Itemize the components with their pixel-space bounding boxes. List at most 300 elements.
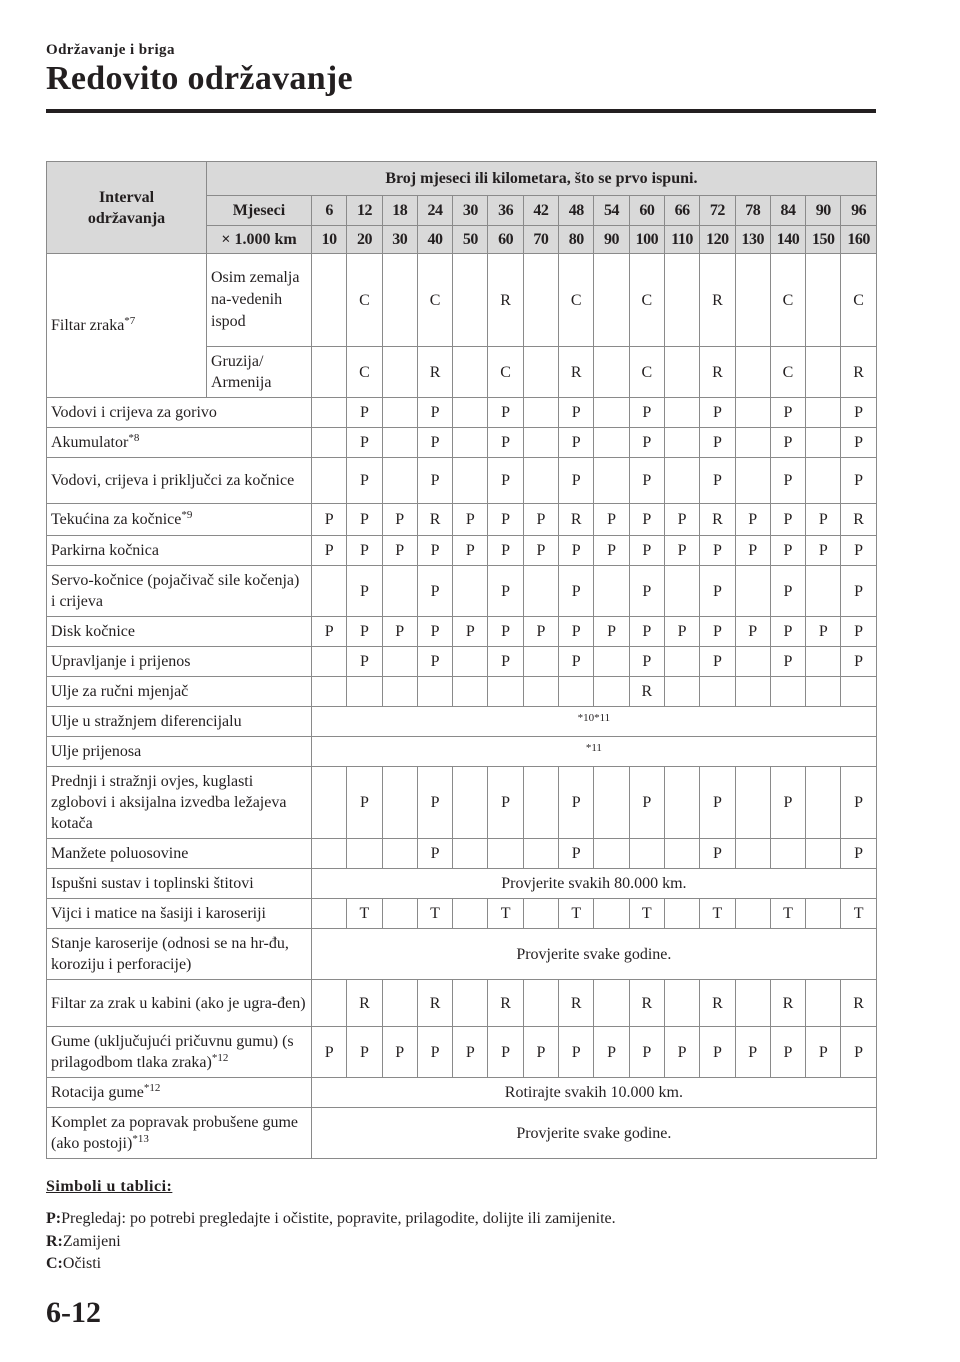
table-cell: P bbox=[347, 428, 382, 458]
table-cell: C bbox=[629, 254, 664, 347]
row-label bbox=[47, 980, 312, 1027]
table-cell bbox=[523, 980, 558, 1027]
table-cell: P bbox=[629, 647, 664, 677]
row-label bbox=[47, 839, 312, 869]
table-cell bbox=[664, 458, 699, 504]
row-label bbox=[47, 1078, 312, 1108]
table-cell: R bbox=[417, 504, 452, 536]
footnote-ref: *12 bbox=[143, 1082, 161, 1094]
table-row bbox=[47, 617, 877, 647]
months-cell: 36 bbox=[488, 196, 523, 226]
row-label bbox=[47, 536, 312, 566]
table-cell: P bbox=[594, 504, 629, 536]
table-cell bbox=[664, 566, 699, 617]
table-cell bbox=[806, 647, 841, 677]
table-cell: P bbox=[417, 458, 452, 504]
table-cell: P bbox=[559, 617, 594, 647]
table-cell: R bbox=[559, 347, 594, 398]
table-cell: P bbox=[629, 767, 664, 839]
table-cell: P bbox=[735, 617, 770, 647]
table-cell: P bbox=[770, 647, 805, 677]
table-cell: P bbox=[417, 617, 452, 647]
table-cell: R bbox=[488, 980, 523, 1027]
table-row bbox=[47, 677, 877, 707]
table-cell bbox=[806, 980, 841, 1027]
table-cell bbox=[347, 839, 382, 869]
table-cell: P bbox=[488, 398, 523, 428]
span-note-text: Provjerite svake godine. bbox=[516, 1124, 672, 1142]
row-label bbox=[47, 254, 207, 398]
row-sublabel: Osim zemalja na-vedenih ispod bbox=[207, 254, 312, 347]
km-cell: 30 bbox=[382, 226, 417, 254]
table-cell bbox=[594, 980, 629, 1027]
km-cell: 20 bbox=[347, 226, 382, 254]
table-cell: T bbox=[488, 899, 523, 929]
table-cell: P bbox=[417, 536, 452, 566]
table-cell: P bbox=[594, 617, 629, 647]
table-cell: P bbox=[523, 1027, 558, 1078]
table-cell bbox=[806, 899, 841, 929]
table-cell bbox=[312, 398, 347, 428]
km-cell: 50 bbox=[453, 226, 488, 254]
table-cell bbox=[453, 839, 488, 869]
table-cell: C bbox=[417, 254, 452, 347]
table-row bbox=[47, 398, 877, 428]
table-cell: R bbox=[770, 980, 805, 1027]
months-label: Mjeseci bbox=[207, 196, 312, 226]
table-cell: P bbox=[312, 1027, 347, 1078]
table-cell: P bbox=[312, 504, 347, 536]
table-cell bbox=[594, 254, 629, 347]
km-label: × 1.000 km bbox=[207, 226, 312, 254]
table-cell bbox=[664, 839, 699, 869]
table-cell: P bbox=[488, 428, 523, 458]
table-cell: P bbox=[700, 428, 735, 458]
table-row bbox=[47, 428, 877, 458]
table-cell: P bbox=[700, 647, 735, 677]
table-cell: P bbox=[453, 536, 488, 566]
table-cell: P bbox=[841, 1027, 876, 1078]
row-label-text: Tekućina za kočnice bbox=[51, 511, 182, 528]
row-label bbox=[47, 647, 312, 677]
table-cell bbox=[806, 254, 841, 347]
table-cell: P bbox=[770, 458, 805, 504]
table-cell: P bbox=[770, 398, 805, 428]
km-cell: 40 bbox=[417, 226, 452, 254]
table-cell: C bbox=[841, 254, 876, 347]
table-cell bbox=[664, 254, 699, 347]
table-cell: P bbox=[594, 536, 629, 566]
table-cell bbox=[382, 398, 417, 428]
table-cell: P bbox=[841, 536, 876, 566]
table-cell: P bbox=[629, 617, 664, 647]
table-cell: P bbox=[770, 1027, 805, 1078]
table-cell bbox=[806, 767, 841, 839]
table-cell: P bbox=[347, 617, 382, 647]
table-cell: P bbox=[559, 647, 594, 677]
table-cell bbox=[664, 677, 699, 707]
table-cell bbox=[382, 428, 417, 458]
table-cell: P bbox=[417, 839, 452, 869]
table-cell bbox=[629, 839, 664, 869]
km-cell: 60 bbox=[488, 226, 523, 254]
table-cell bbox=[735, 254, 770, 347]
table-cell: P bbox=[347, 536, 382, 566]
header-row-span bbox=[47, 162, 877, 196]
table-cell: P bbox=[488, 536, 523, 566]
row-label-text: Vijci i matice na šasiji i karoseriji bbox=[51, 905, 266, 922]
table-cell bbox=[488, 839, 523, 869]
span-note bbox=[312, 869, 877, 899]
row-label bbox=[47, 929, 312, 980]
table-cell bbox=[453, 254, 488, 347]
table-cell bbox=[594, 458, 629, 504]
months-cell: 72 bbox=[700, 196, 735, 226]
months-cell: 24 bbox=[417, 196, 452, 226]
table-cell bbox=[735, 347, 770, 398]
table-cell: P bbox=[664, 1027, 699, 1078]
table-cell: T bbox=[559, 899, 594, 929]
table-cell: P bbox=[664, 617, 699, 647]
table-cell bbox=[806, 428, 841, 458]
table-cell: C bbox=[488, 347, 523, 398]
table-cell: P bbox=[841, 647, 876, 677]
table-cell: P bbox=[523, 536, 558, 566]
table-cell bbox=[594, 839, 629, 869]
row-label-text: Ulje u stražnjem diferencijalu bbox=[51, 713, 242, 730]
table-cell: T bbox=[770, 899, 805, 929]
km-cell: 10 bbox=[312, 226, 347, 254]
table-cell: P bbox=[417, 428, 452, 458]
legend-key: R: bbox=[46, 1233, 63, 1250]
row-label-text: Parkirna kočnica bbox=[51, 542, 159, 559]
table-cell: T bbox=[841, 899, 876, 929]
table-cell bbox=[806, 677, 841, 707]
table-cell: P bbox=[629, 428, 664, 458]
table-cell bbox=[735, 839, 770, 869]
table-cell bbox=[453, 398, 488, 428]
footnote-ref: *8 bbox=[128, 432, 140, 444]
table-cell: P bbox=[770, 504, 805, 536]
row-label-text: Filtar za zrak u kabini (ako je ugra-đen) bbox=[51, 994, 306, 1012]
table-cell bbox=[523, 839, 558, 869]
table-cell: P bbox=[488, 767, 523, 839]
table-cell bbox=[841, 677, 876, 707]
table-cell bbox=[347, 677, 382, 707]
table-cell bbox=[735, 899, 770, 929]
table-cell bbox=[594, 677, 629, 707]
table-cell: P bbox=[417, 566, 452, 617]
table-cell: P bbox=[629, 536, 664, 566]
table-cell: P bbox=[735, 504, 770, 536]
table-cell bbox=[806, 398, 841, 428]
footnote-ref: *9 bbox=[181, 509, 193, 521]
table-cell bbox=[382, 647, 417, 677]
footnote-ref: *13 bbox=[132, 1133, 149, 1145]
table-cell: P bbox=[841, 839, 876, 869]
months-cell: 78 bbox=[735, 196, 770, 226]
table-cell bbox=[735, 398, 770, 428]
months-cell: 66 bbox=[664, 196, 699, 226]
table-cell: P bbox=[770, 536, 805, 566]
table-cell: P bbox=[664, 536, 699, 566]
table-cell bbox=[312, 647, 347, 677]
table-cell: P bbox=[806, 1027, 841, 1078]
table-cell bbox=[382, 458, 417, 504]
months-cell: 12 bbox=[347, 196, 382, 226]
table-cell: P bbox=[770, 617, 805, 647]
table-row bbox=[47, 980, 877, 1027]
table-cell: P bbox=[488, 566, 523, 617]
table-cell: R bbox=[700, 347, 735, 398]
km-cell: 140 bbox=[770, 226, 805, 254]
table-cell: P bbox=[700, 536, 735, 566]
table-cell: P bbox=[735, 536, 770, 566]
table-cell: P bbox=[559, 398, 594, 428]
table-cell: P bbox=[841, 428, 876, 458]
km-cell: 150 bbox=[806, 226, 841, 254]
row-label-text: Manžete poluosovine bbox=[51, 845, 189, 862]
table-cell: C bbox=[629, 347, 664, 398]
row-label-text: Ispušni sustav i toplinski štitovi bbox=[51, 875, 254, 892]
table-cell bbox=[312, 566, 347, 617]
table-cell: P bbox=[488, 504, 523, 536]
table-row bbox=[47, 839, 877, 869]
table-cell: P bbox=[841, 617, 876, 647]
table-cell bbox=[382, 899, 417, 929]
legend-key: C: bbox=[46, 1255, 63, 1272]
row-label bbox=[47, 617, 312, 647]
table-cell: P bbox=[700, 617, 735, 647]
table-cell bbox=[594, 899, 629, 929]
table-cell bbox=[770, 677, 805, 707]
table-row bbox=[47, 566, 877, 617]
table-cell: P bbox=[735, 1027, 770, 1078]
row-label bbox=[47, 428, 312, 458]
table-cell bbox=[735, 458, 770, 504]
months-cell: 6 bbox=[312, 196, 347, 226]
table-cell: P bbox=[629, 504, 664, 536]
table-cell bbox=[523, 566, 558, 617]
table-cell: P bbox=[841, 458, 876, 504]
table-cell: P bbox=[841, 767, 876, 839]
legend-text: Zamijeni bbox=[62, 1233, 121, 1250]
table-row bbox=[47, 899, 877, 929]
table-cell bbox=[312, 767, 347, 839]
row-label-text: Filtar zraka bbox=[51, 317, 125, 334]
table-cell: P bbox=[382, 617, 417, 647]
table-row bbox=[47, 1078, 877, 1108]
table-row bbox=[47, 536, 877, 566]
table-cell: P bbox=[559, 428, 594, 458]
row-label bbox=[47, 677, 312, 707]
table-cell: P bbox=[417, 767, 452, 839]
table-cell: P bbox=[559, 458, 594, 504]
table-cell bbox=[453, 677, 488, 707]
table-cell: P bbox=[347, 458, 382, 504]
table-cell bbox=[664, 647, 699, 677]
table-cell: P bbox=[806, 536, 841, 566]
table-cell: P bbox=[770, 767, 805, 839]
row-label bbox=[47, 767, 312, 839]
row-label bbox=[47, 899, 312, 929]
table-cell: C bbox=[347, 254, 382, 347]
table-cell: R bbox=[841, 980, 876, 1027]
table-cell: P bbox=[664, 504, 699, 536]
table-cell: C bbox=[770, 347, 805, 398]
footnote-ref bbox=[312, 707, 877, 737]
table-cell: P bbox=[700, 767, 735, 839]
table-row bbox=[47, 647, 877, 677]
table-cell bbox=[594, 428, 629, 458]
table-cell bbox=[523, 899, 558, 929]
table-row bbox=[47, 504, 877, 536]
table-cell bbox=[312, 839, 347, 869]
table-cell bbox=[735, 767, 770, 839]
table-cell: P bbox=[488, 1027, 523, 1078]
table-cell bbox=[735, 677, 770, 707]
table-cell: R bbox=[841, 504, 876, 536]
row-label bbox=[47, 504, 312, 536]
table-cell: R bbox=[629, 677, 664, 707]
km-cell: 90 bbox=[594, 226, 629, 254]
span-note bbox=[312, 1108, 877, 1159]
table-cell: P bbox=[347, 566, 382, 617]
km-cell: 70 bbox=[523, 226, 558, 254]
table-cell: T bbox=[347, 899, 382, 929]
table-cell bbox=[382, 767, 417, 839]
table-row bbox=[47, 929, 877, 980]
km-cell: 110 bbox=[664, 226, 699, 254]
corner-label: Interval održavanja bbox=[47, 162, 207, 254]
table-cell: P bbox=[453, 617, 488, 647]
row-sublabel: Gruzija/ Armenija bbox=[207, 347, 312, 398]
table-cell bbox=[523, 398, 558, 428]
table-cell bbox=[664, 767, 699, 839]
table-cell: P bbox=[806, 617, 841, 647]
table-cell: P bbox=[312, 536, 347, 566]
table-cell bbox=[453, 566, 488, 617]
row-label-text: Ulje za ručni mjenjač bbox=[51, 683, 189, 700]
table-cell: P bbox=[559, 1027, 594, 1078]
table-row bbox=[47, 737, 877, 767]
row-label-text: Akumulator bbox=[51, 434, 129, 451]
table-cell: R bbox=[629, 980, 664, 1027]
table-cell: P bbox=[629, 458, 664, 504]
table-cell: T bbox=[417, 899, 452, 929]
table-cell: R bbox=[700, 504, 735, 536]
span-note-text: *10*11 bbox=[577, 712, 611, 724]
table-cell: P bbox=[559, 767, 594, 839]
table-cell: P bbox=[629, 566, 664, 617]
table-cell: R bbox=[841, 347, 876, 398]
table-cell bbox=[735, 566, 770, 617]
months-cell: 96 bbox=[841, 196, 876, 226]
table-cell: P bbox=[841, 566, 876, 617]
km-cell: 100 bbox=[629, 226, 664, 254]
row-label bbox=[47, 458, 312, 504]
km-cell: 120 bbox=[700, 226, 735, 254]
table-cell: C bbox=[347, 347, 382, 398]
table-cell bbox=[453, 647, 488, 677]
table-cell bbox=[806, 566, 841, 617]
table-cell: P bbox=[559, 536, 594, 566]
row-label-text: Stanje karoserije (odnosi se na hr-đu, koroziju i perforacije) bbox=[51, 935, 289, 973]
page-title: Redovito održavanje bbox=[46, 60, 353, 97]
table-cell bbox=[664, 347, 699, 398]
table-cell: R bbox=[700, 254, 735, 347]
km-cell: 80 bbox=[559, 226, 594, 254]
months-cell: 42 bbox=[523, 196, 558, 226]
table-cell: R bbox=[559, 504, 594, 536]
table-row bbox=[47, 254, 877, 347]
table-cell bbox=[312, 458, 347, 504]
table-cell bbox=[559, 677, 594, 707]
table-cell: C bbox=[559, 254, 594, 347]
table-cell: P bbox=[453, 504, 488, 536]
table-cell bbox=[453, 767, 488, 839]
table-cell: P bbox=[382, 536, 417, 566]
table-cell bbox=[453, 458, 488, 504]
row-label bbox=[47, 707, 312, 737]
table-cell: T bbox=[629, 899, 664, 929]
table-cell bbox=[594, 767, 629, 839]
table-cell bbox=[312, 899, 347, 929]
maintenance-schedule-table bbox=[46, 161, 877, 1159]
table-cell: P bbox=[523, 617, 558, 647]
row-label bbox=[47, 869, 312, 899]
table-cell: P bbox=[841, 398, 876, 428]
table-cell bbox=[806, 458, 841, 504]
table-cell bbox=[806, 347, 841, 398]
months-cell: 60 bbox=[629, 196, 664, 226]
table-cell bbox=[312, 347, 347, 398]
km-cell: 160 bbox=[841, 226, 876, 254]
row-label-text: Vodovi, crijeva i priključci za kočnice bbox=[51, 472, 295, 489]
table-cell: P bbox=[347, 1027, 382, 1078]
table-cell: P bbox=[770, 428, 805, 458]
legend-item bbox=[46, 1255, 101, 1273]
table-cell: P bbox=[488, 617, 523, 647]
row-label-text: Gume (uključujući pričuvnu gumu) (s prilagodbom tlaka zraka) bbox=[51, 1033, 294, 1071]
row-label bbox=[47, 566, 312, 617]
table-cell bbox=[453, 980, 488, 1027]
table-cell bbox=[453, 899, 488, 929]
table-cell: P bbox=[347, 767, 382, 839]
row-label-text: Servo-kočnice (pojačivač sile kočenja) i crijeva bbox=[51, 572, 300, 610]
footnote-ref: *7 bbox=[124, 315, 136, 327]
row-label bbox=[47, 1108, 312, 1159]
row-label-text: Ulje prijenosa bbox=[51, 743, 142, 760]
table-cell bbox=[664, 398, 699, 428]
table-cell bbox=[453, 428, 488, 458]
row-label-text: Prednji i stražnji ovjes, kuglasti zglobovi i aksijalna izvedba ležajeva kotača bbox=[51, 773, 287, 832]
table-cell: R bbox=[417, 347, 452, 398]
table-cell: P bbox=[559, 839, 594, 869]
span-note-text: Rotirajte svakih 10.000 km. bbox=[504, 1084, 683, 1101]
table-cell: P bbox=[700, 566, 735, 617]
table-cell bbox=[523, 254, 558, 347]
table-cell: R bbox=[700, 980, 735, 1027]
legend-item bbox=[46, 1210, 616, 1228]
table-cell bbox=[735, 428, 770, 458]
table-row bbox=[47, 767, 877, 839]
table-cell: P bbox=[417, 647, 452, 677]
title-rule bbox=[46, 109, 876, 113]
table-cell: P bbox=[559, 566, 594, 617]
table-cell: P bbox=[594, 1027, 629, 1078]
table-cell bbox=[700, 677, 735, 707]
